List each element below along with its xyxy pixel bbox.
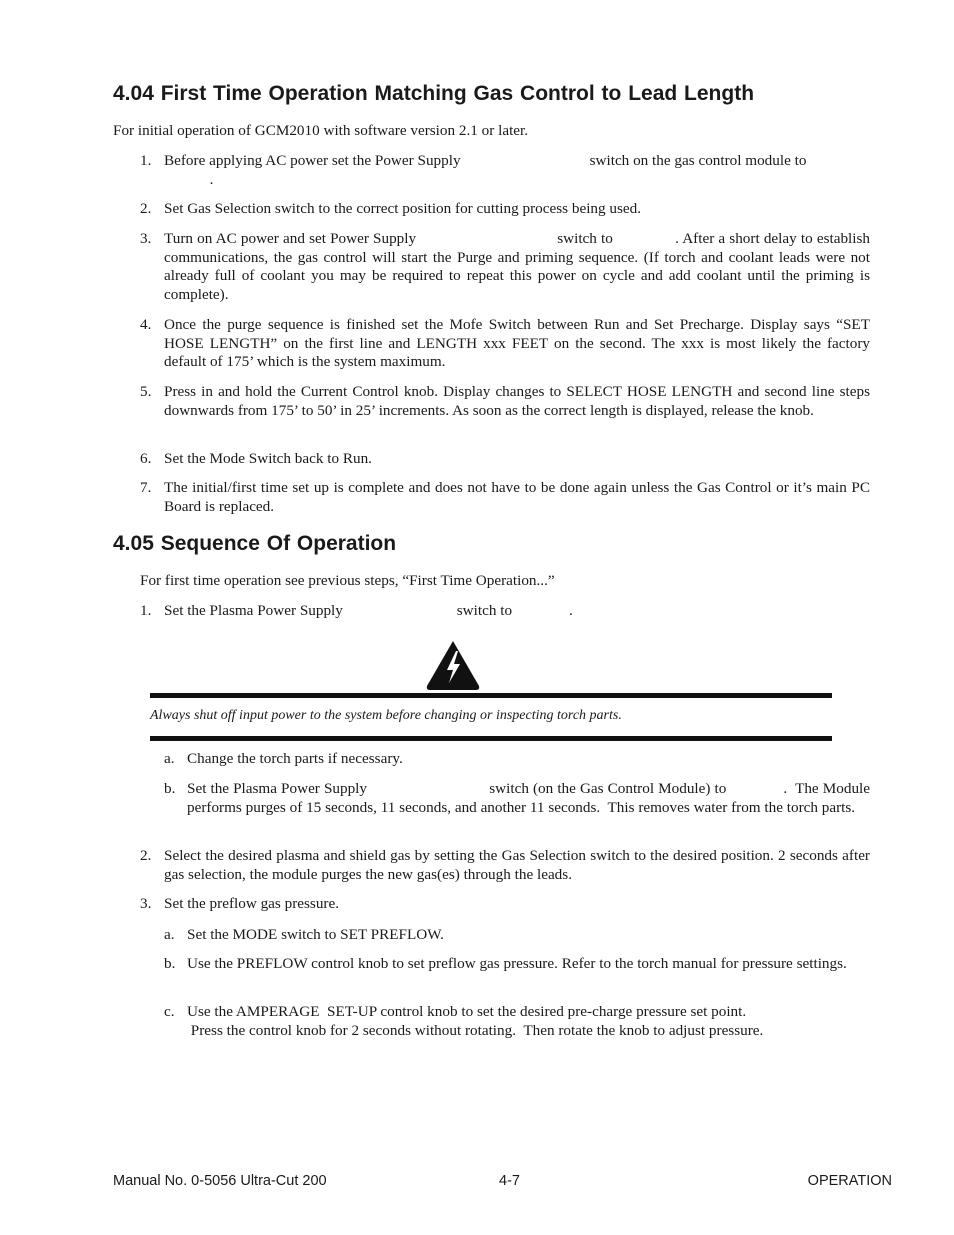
substep-letter: c. [164, 1003, 175, 1020]
step-number: 4. [140, 316, 152, 333]
list-item: Set the MODE switch to SET PREFLOW. [187, 926, 444, 943]
list-item: Set the Plasma Power Supply switch (on the Gas Control Module) to . The Module performs purges of 15 seconds, 11 seconds, and another 11 seconds. This removes water from the torch parts. [187, 780, 874, 816]
list-item: Set the preflow gas pressure. [164, 895, 340, 912]
section-405-title: 4.05 Sequence Of Operation [113, 532, 397, 555]
high-voltage-warning-icon [425, 640, 481, 692]
warning-top-rule [150, 693, 832, 698]
substep-letter: b. [164, 955, 176, 972]
list-item: Set the Plasma Power Supply switch to . [164, 602, 573, 619]
step-number: 3. [140, 895, 152, 912]
list-item: Set Gas Selection switch to the correct position for cutting process being used. [164, 200, 642, 217]
step-number: 3. [140, 230, 152, 247]
section-404-title: 4.04 First Time Operation Matching Gas Control to Lead Length [113, 82, 755, 105]
list-item: Turn on AC power and set Power Supply switch to . After a short delay to establish communications, the gas control will start the Purge and priming sequence. (If torch and coolant leads were not already full of coolant you may be required to repeat this power on cycle and add coolant until the priming is complete). [164, 230, 874, 304]
step-number: 1. [140, 152, 152, 169]
section-405-intro: For first time operation see previous steps, “First Time Operation...” [140, 572, 555, 589]
substep-letter: a. [164, 750, 175, 767]
section-404-intro: For initial operation of GCM2010 with software version 2.1 or later. [113, 122, 529, 139]
footer-section-name: OPERATION [807, 1173, 892, 1189]
warning-text: Always shut off input power to the system before changing or inspecting torch parts. [150, 708, 622, 723]
step-number: 7. [140, 479, 152, 496]
list-item: Select the desired plasma and shield gas by setting the Gas Selection switch to the desired position. 2 seconds after gas selection, the module purges the new gas(es) through the leads. [164, 847, 870, 883]
list-item: Set the Mode Switch back to Run. [164, 450, 372, 467]
list-item: Use the AMPERAGE SET-UP control knob to set the desired pre-charge pressure set point. Press the control knob for 2 seconds without rotating. Then rotate the knob to adjust pressure. [187, 1003, 764, 1039]
step-number: 5. [140, 383, 152, 400]
list-item: The initial/first time set up is complete and does not have to be done again unless the Gas Control or it’s main PC Board is replaced. [164, 479, 870, 515]
step-number: 2. [140, 847, 152, 864]
list-item: Before applying AC power set the Power Supply switch on the gas control module to . [164, 152, 807, 188]
step-number: 6. [140, 450, 152, 467]
warning-bottom-rule [150, 736, 832, 741]
substep-letter: a. [164, 926, 175, 943]
footer-page-number: 4-7 [499, 1173, 520, 1189]
list-item: Press in and hold the Current Control knob. Display changes to SELECT HOSE LENGTH and second line steps downwards from 175’ to 50’ in 25’ increments. As soon as the correct length is displayed, release the knob. [164, 383, 870, 419]
substep-letter: b. [164, 780, 176, 797]
list-item: Change the torch parts if necessary. [187, 750, 403, 767]
step-number: 2. [140, 200, 152, 217]
footer-manual-number: Manual No. 0-5056 Ultra-Cut 200 [113, 1173, 327, 1189]
list-item: Once the purge sequence is finished set the Mofe Switch between Run and Set Precharge. Display says “SET HOSE LENGTH” on the first line and LENGTH xxx FEET on the second. The xxx is most likely the factory default of 175’ which is the system maximum. [164, 316, 870, 371]
list-item: Use the PREFLOW control knob to set preflow gas pressure. Refer to the torch manual for pressure settings. [187, 955, 847, 972]
step-number: 1. [140, 602, 152, 619]
